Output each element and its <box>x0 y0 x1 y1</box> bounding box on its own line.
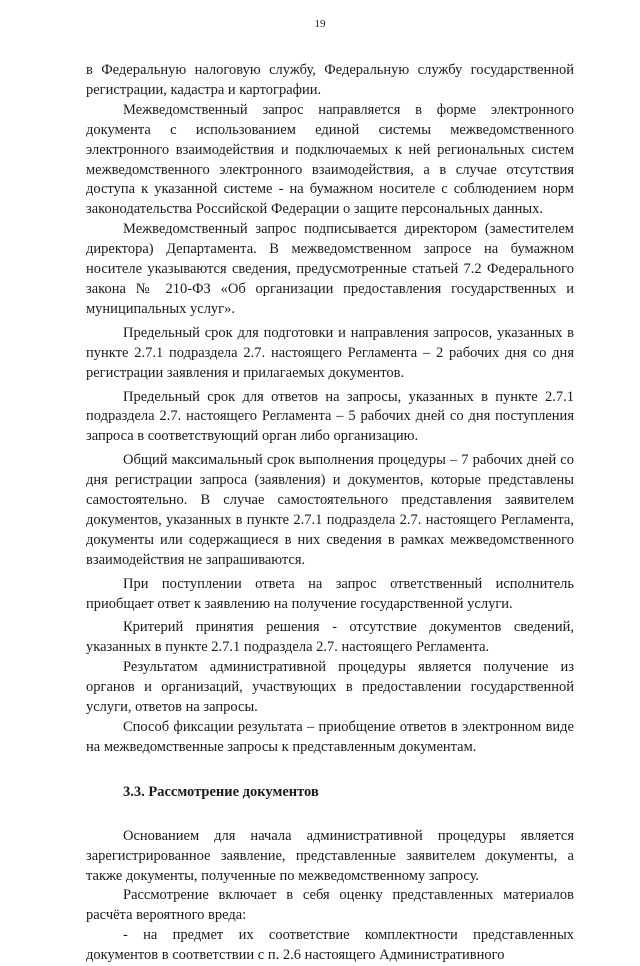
document-body <box>86 61 574 966</box>
paragraph: Рассмотрение включает в себя оценку представленных материалов расчёта вероятного вреда: <box>86 887 574 924</box>
paragraph: При поступлении ответа на запрос ответственный исполнитель приобщает ответ к заявлению на получение государственной услуги. <box>86 575 574 612</box>
paragraph: Основанием для начала административной процедуры является зарегистрированное заявление, представленные заявителем документы, а также документы, полученные по межведомственному запросу. <box>86 827 574 884</box>
list-item: - на предмет их соответствие комплектности представленных документов в соответствии с п. 2.6 настоящего Административного <box>86 927 574 964</box>
paragraph: Способ фиксации результата – приобщение ответов в электронном виде на межведомственные запросы к представленным документам. <box>86 719 574 755</box>
paragraph: в Федеральную налоговую службу, Федеральную службу государственной регистрации, кадастра и картографии. <box>86 62 574 98</box>
paragraph: Общий максимальный срок выполнения процедуры – 7 рабочих дней со дня регистрации запроса (заявления) и документов, которые представлены самостоятельно. В случае самостоятельного представления заявителем документов, указанных в пункте 2.7.1 подраздела 2.7. настоящего Регламента, документы или содержащиеся в них сведения в рамках межведомственного взаимодействия не запрашиваются. <box>86 452 574 568</box>
page-number: 19 <box>314 18 326 30</box>
paragraph: Предельный срок для ответов на запросы, указанных в пункте 2.7.1 подраздела 2.7. настоящего Регламента – 5 рабочих дней со дня поступления запроса в соответствующий орган либо организацию. <box>86 388 574 445</box>
paragraph: Межведомственный запрос направляется в форме электронного документа с использованием единой системы межведомственного электронного взаимодействия и подключаемых к ней региональных систем межведомственного электронного взаимодействия, а в случае отсутствия доступа к указанной системе - на бумажном носителе с соблюдением норм законодательства Российской Федерации о защите персональных данных. <box>86 101 574 218</box>
section-heading: 3.3. Рассмотрение документов <box>123 783 319 800</box>
paragraph: Результатом административной процедуры является получение из органов и организаций, участвующих в предоставлении государственной услуги, ответов на запросы. <box>86 659 574 716</box>
paragraph: Предельный срок для подготовки и направления запросов, указанных в пункте 2.7.1 подраздела 2.7. настоящего Регламента – 2 рабочих дня со дня регистрации заявления и прилагаемых документов. <box>86 324 574 381</box>
paragraph: Межведомственный запрос подписывается директором (заместителем директора) Департамента. В межведомственном запросе на бумажном носителе указываются сведения, предусмотренные статьей 7.2 Федерального закона № 210-ФЗ «Об организации предоставления государственных и муниципальных услуг». <box>86 221 574 317</box>
paragraph: Критерий принятия решения - отсутствие документов сведений, указанных в пункте 2.7.1 подраздела 2.7. настоящего Регламента. <box>86 619 574 656</box>
